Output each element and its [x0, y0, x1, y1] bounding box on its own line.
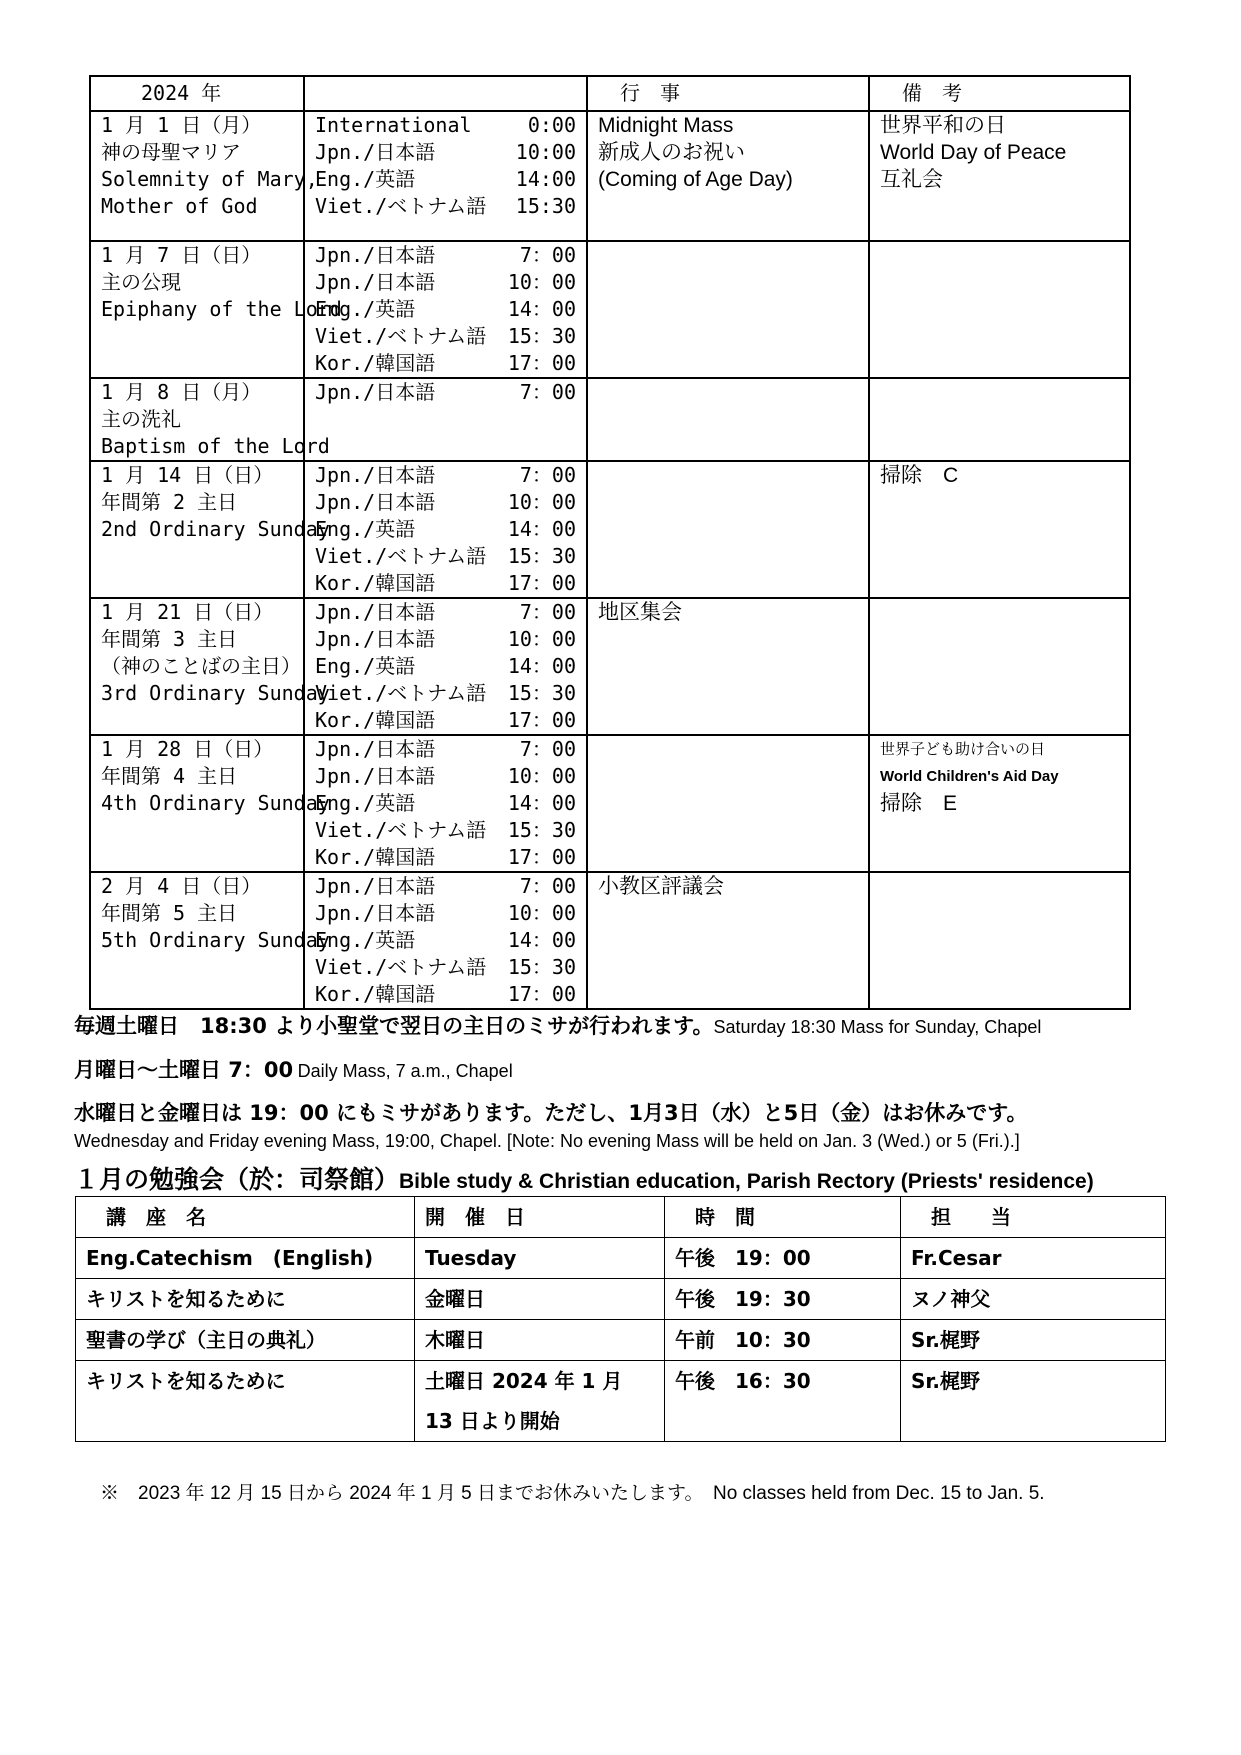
study-table: [75, 1196, 1166, 1442]
mass-time-entry: [315, 543, 576, 570]
mass-time-entry: [315, 736, 576, 763]
mass-time-entry: [315, 166, 576, 193]
note-line: World Day of Peace: [880, 141, 1067, 164]
mass-time: 15：30: [507, 681, 576, 705]
mass-language: Eng./英語: [315, 297, 416, 321]
mass-language: Viet./ベトナム語: [315, 955, 487, 979]
date-line: 2 月 4 日（日）: [101, 874, 262, 898]
study-day: 金曜日: [415, 1279, 665, 1320]
date-line: Mother of God: [101, 194, 258, 218]
study-instructor: ヌノ神父: [901, 1279, 1166, 1320]
schedule-body: [90, 111, 1130, 1009]
note-line: 世界平和の日: [880, 114, 1006, 137]
study-day: 土曜日 2024 年 1 月 13 日より開始: [415, 1361, 665, 1442]
date-line: 4th Ordinary Sunday: [101, 791, 330, 815]
note-line: 世界子ども助け合いの日: [880, 741, 1046, 758]
mass-language: International: [315, 113, 472, 137]
study-time: 午後 16：30: [665, 1361, 901, 1442]
schedule-row: [90, 111, 1130, 241]
schedule-row: [90, 241, 1130, 378]
study-row: [76, 1238, 1166, 1279]
mass-language: Eng./英語: [315, 654, 416, 678]
study-row: [76, 1320, 1166, 1361]
mass-time-entry: [315, 242, 576, 269]
mass-language: Jpn./日本語: [315, 874, 436, 898]
weekday-notice: [74, 1054, 513, 1084]
mass-time: 17：00: [507, 845, 576, 869]
study-section-title: [74, 1160, 1094, 1196]
mass-time: 7：00: [519, 874, 576, 898]
header-mass-times: [304, 76, 587, 111]
schedule-notes-cell: [869, 241, 1130, 378]
date-line: Baptism of the Lord: [101, 434, 330, 458]
mass-language: Jpn./日本語: [315, 901, 436, 925]
mass-language: Eng./英語: [315, 791, 416, 815]
mass-time-entry: [315, 900, 576, 927]
mass-time: 7：00: [519, 463, 576, 487]
schedule-events-cell: [587, 111, 869, 241]
study-header-course: 講 座 名: [76, 1197, 415, 1238]
study-header-row: [76, 1197, 1166, 1238]
mass-time-entry: [315, 763, 576, 790]
date-line: 年間第 3 主日: [101, 627, 238, 651]
mass-language: Viet./ベトナム語: [315, 544, 487, 568]
mass-time: 0:00: [527, 113, 576, 137]
mass-time: 17：00: [507, 571, 576, 595]
schedule-row: [90, 378, 1130, 461]
mass-schedule-table: [89, 75, 1131, 1010]
study-header-time: 時 間: [665, 1197, 901, 1238]
date-line: 1 月 21 日（日）: [101, 600, 274, 624]
mass-time: 17：00: [507, 351, 576, 375]
header-notes: 備 考: [869, 76, 1130, 111]
mass-time-entry: [315, 570, 576, 597]
mass-time: 14：00: [507, 517, 576, 541]
schedule-date-cell: [90, 735, 330, 872]
mass-time: 14：00: [507, 297, 576, 321]
mass-time: 10：00: [507, 764, 576, 788]
event-line: 新成人のお祝い: [598, 141, 745, 164]
date-line: 主の洗礼: [101, 407, 181, 431]
saturday-notice: [74, 1010, 1041, 1040]
schedule-mass-cell: [304, 111, 587, 241]
schedule-events-cell: [587, 872, 869, 1009]
note-line: 掃除 E: [880, 792, 958, 815]
schedule-events-cell: [587, 461, 869, 598]
schedule-date-cell: [90, 241, 342, 378]
note-line: 掃除 C: [880, 464, 959, 487]
mass-language: Jpn./日本語: [315, 463, 436, 487]
mass-language: Kor./韓国語: [315, 351, 436, 375]
mass-language: Jpn./日本語: [315, 140, 436, 164]
study-day: 木曜日: [415, 1320, 665, 1361]
mass-time: 15：30: [507, 818, 576, 842]
schedule-date-cell: [90, 461, 330, 598]
mass-time-entry: [315, 653, 576, 680]
schedule-events-cell: [587, 598, 869, 735]
study-course: Eng.Catechism (English): [76, 1238, 415, 1279]
schedule-row: [90, 872, 1130, 1009]
date-line: 1 月 1 日（月）: [101, 113, 262, 137]
mass-time-entry: [315, 112, 576, 139]
mass-time-entry: [315, 139, 576, 166]
schedule-mass-cell: [304, 735, 587, 872]
mass-language: Jpn./日本語: [315, 380, 436, 404]
date-line: 2nd Ordinary Sunday: [101, 517, 330, 541]
event-line: 小教区評議会: [598, 875, 724, 898]
mass-time-entry: [315, 954, 576, 981]
study-time: 午前 10：30: [665, 1320, 901, 1361]
mass-time-entry: [315, 844, 576, 871]
date-line: 年間第 5 主日: [101, 901, 238, 925]
weekday-notice-en: Daily Mass, 7 a.m., Chapel: [297, 1061, 513, 1081]
date-line: （神のことばの主日）: [101, 654, 301, 678]
mass-language: Kor./韓国語: [315, 571, 436, 595]
mass-language: Viet./ベトナム語: [315, 194, 487, 218]
mass-time-entry: [315, 516, 576, 543]
mass-time-entry: [315, 707, 576, 734]
mass-language: Eng./英語: [315, 928, 416, 952]
date-line: Solemnity of Mary,: [101, 167, 318, 191]
schedule-mass-cell: [304, 378, 587, 461]
schedule-events-cell: [587, 378, 869, 461]
footnote: ※ 2023 年 12 月 15 日から 2024 年 1 月 5 日までお休みいたします。 No classes held from Dec. 15 to Jan. 5.: [100, 1483, 1045, 1504]
study-body: [76, 1238, 1166, 1442]
mass-time-entry: [315, 462, 576, 489]
date-line: Epiphany of the Lord: [101, 297, 342, 321]
study-course: キリストを知るために: [76, 1279, 415, 1320]
mass-time-entry: [315, 817, 576, 844]
mass-time: 17：00: [507, 708, 576, 732]
date-line: 主の公現: [101, 270, 181, 294]
mass-language: Jpn./日本語: [315, 737, 436, 761]
schedule-events-cell: [587, 241, 869, 378]
mass-time: 10：00: [507, 901, 576, 925]
mass-time-entry: [315, 193, 576, 220]
schedule-notes-cell: [869, 461, 1130, 598]
schedule-date-cell: [90, 872, 330, 1009]
schedule-mass-cell: [304, 872, 587, 1009]
mass-language: Viet./ベトナム語: [315, 818, 487, 842]
schedule-events-cell: [587, 735, 869, 872]
schedule-notes-cell: [869, 872, 1130, 1009]
mass-language: Jpn./日本語: [315, 600, 436, 624]
event-line: 地区集会: [598, 601, 682, 624]
weekday-notice-jp: 月曜日～土曜日 7：00: [74, 1058, 294, 1082]
mass-time-entry: [315, 626, 576, 653]
schedule-date-cell: [90, 598, 330, 735]
event-line: (Coming of Age Day): [598, 168, 793, 191]
event-line: Midnight Mass: [598, 114, 734, 137]
schedule-row: [90, 461, 1130, 598]
study-row: [76, 1361, 1166, 1442]
schedule-notes-cell: [869, 111, 1130, 241]
header-events: 行 事: [587, 76, 869, 111]
study-instructor: Fr.Cesar: [901, 1238, 1166, 1279]
header-year: 2024 年: [90, 76, 304, 111]
schedule-row: [90, 735, 1130, 872]
mass-time: 15：30: [507, 324, 576, 348]
study-title-jp: １月の勉強会（於：司祭館）: [74, 1165, 400, 1194]
date-line: 1 月 14 日（日）: [101, 463, 274, 487]
mass-time: 15：30: [507, 544, 576, 568]
evening-notice: [74, 1097, 1028, 1127]
date-line: 5th Ordinary Sunday: [101, 928, 330, 952]
mass-time: 7：00: [519, 380, 576, 404]
study-time: 午後 19：00: [665, 1238, 901, 1279]
saturday-notice-jp: 毎週土曜日 18:30 より小聖堂で翌日の主日のミサが行われます。: [74, 1014, 714, 1038]
schedule-notes-cell: [869, 735, 1130, 872]
date-line: 3rd Ordinary Sunday: [101, 681, 330, 705]
study-header-instructor: 担 当: [901, 1197, 1166, 1238]
schedule-header-row: [90, 76, 1130, 111]
study-header-day: 開 催 日: [415, 1197, 665, 1238]
mass-time-entry: [315, 269, 576, 296]
study-instructor: Sr.梶野: [901, 1320, 1166, 1361]
study-instructor: Sr.梶野: [901, 1361, 1166, 1442]
mass-time-entry: [315, 379, 576, 406]
note-line: World Children's Aid Day: [880, 768, 1059, 785]
mass-time: 14：00: [507, 928, 576, 952]
mass-language: Kor./韓国語: [315, 845, 436, 869]
mass-language: Viet./ベトナム語: [315, 324, 487, 348]
mass-time: 7：00: [519, 600, 576, 624]
mass-time-entry: [315, 927, 576, 954]
evening-notice-jp: 水曜日と金曜日は 19：00 にもミサがあります。ただし、1月3日（水）と5日（金）はお休みです。: [74, 1101, 1028, 1125]
date-line: 1 月 7 日（日）: [101, 243, 262, 267]
mass-time-entry: [315, 790, 576, 817]
study-time: 午後 19：30: [665, 1279, 901, 1320]
mass-time-entry: [315, 489, 576, 516]
mass-time: 14：00: [507, 654, 576, 678]
mass-time: 10：00: [507, 270, 576, 294]
mass-time-entry: [315, 350, 576, 377]
mass-language: Kor./韓国語: [315, 708, 436, 732]
study-day: Tuesday: [415, 1238, 665, 1279]
study-course: 聖書の学び（主日の典礼）: [76, 1320, 415, 1361]
mass-time-entry: [315, 873, 576, 900]
mass-language: Jpn./日本語: [315, 490, 436, 514]
schedule-notes-cell: [869, 598, 1130, 735]
mass-language: Jpn./日本語: [315, 243, 436, 267]
mass-time: 14：00: [507, 791, 576, 815]
mass-time: 10：00: [507, 490, 576, 514]
mass-language: Eng./英語: [315, 517, 416, 541]
evening-notice-english: [74, 1131, 1020, 1152]
schedule-mass-cell: [304, 241, 587, 378]
date-line: 神の母聖マリア: [101, 140, 241, 164]
date-line: 年間第 4 主日: [101, 764, 238, 788]
mass-time: 7：00: [519, 243, 576, 267]
mass-language: Viet./ベトナム語: [315, 681, 487, 705]
evening-notice-en: Wednesday and Friday evening Mass, 19:00, Chapel. [Note: No evening Mass will be held on Jan. 3 (Wed.) or 5 (Fri.).]: [74, 1131, 1020, 1151]
mass-language: Jpn./日本語: [315, 627, 436, 651]
mass-time-entry: [315, 323, 576, 350]
note-line: 互礼会: [880, 168, 943, 191]
study-row: [76, 1279, 1166, 1320]
mass-language: Kor./韓国語: [315, 982, 436, 1006]
schedule-row: [90, 598, 1130, 735]
mass-time: 15：30: [507, 955, 576, 979]
mass-time: 10：00: [507, 627, 576, 651]
mass-time-entry: [315, 680, 576, 707]
mass-time-entry: [315, 296, 576, 323]
mass-language: Jpn./日本語: [315, 764, 436, 788]
mass-time-entry: [315, 599, 576, 626]
schedule-mass-cell: [304, 461, 587, 598]
mass-time: 14:00: [515, 167, 576, 191]
schedule-notes-cell: [869, 378, 1130, 461]
mass-time: 10:00: [515, 140, 576, 164]
mass-time: 15:30: [515, 194, 576, 218]
schedule-mass-cell: [304, 598, 587, 735]
date-line: 1 月 8 日（月）: [101, 380, 262, 404]
mass-language: Jpn./日本語: [315, 270, 436, 294]
date-line: 1 月 28 日（日）: [101, 737, 274, 761]
mass-time: 17：00: [507, 982, 576, 1006]
mass-time: 7：00: [519, 737, 576, 761]
schedule-date-cell: [90, 378, 330, 461]
study-course: キリストを知るために: [76, 1361, 415, 1442]
mass-language: Eng./英語: [315, 167, 416, 191]
study-title-en: Bible study & Christian education, Parish Rectory (Priests' residence): [399, 1170, 1094, 1193]
date-line: 年間第 2 主日: [101, 490, 238, 514]
saturday-notice-en: Saturday 18:30 Mass for Sunday, Chapel: [713, 1017, 1042, 1037]
mass-time-entry: [315, 981, 576, 1008]
schedule-date-cell: [90, 111, 318, 241]
